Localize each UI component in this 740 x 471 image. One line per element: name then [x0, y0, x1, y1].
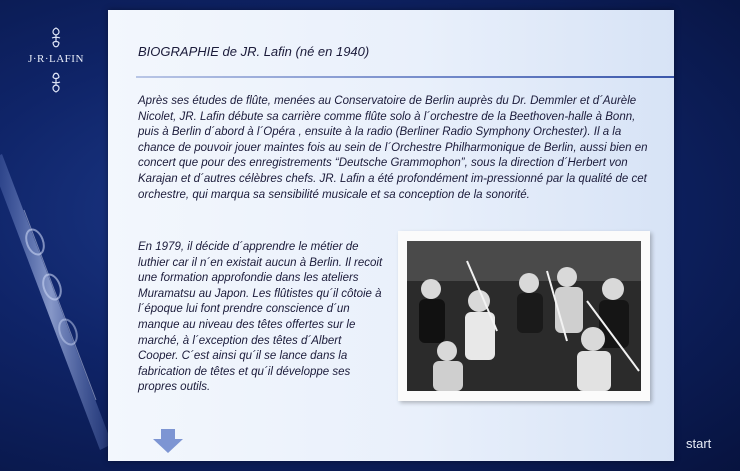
scroll-ornament-icon [44, 26, 68, 50]
flute-illustration [0, 150, 115, 460]
brand-logo [20, 26, 92, 96]
orchestra-photo-image [407, 241, 641, 391]
down-arrow-icon[interactable] [152, 428, 184, 454]
logo-text: J·R·LAFIN [28, 53, 84, 65]
page-title: BIOGRAPHIE de JR. Lafin (né en 1940) [138, 44, 370, 59]
scroll-ornament-icon [44, 70, 68, 94]
title-divider [136, 76, 674, 78]
biography-paragraph-1: Après ses études de flûte, menées au Conservatoire de Berlin auprès du Dr. Demmler et d´Aurèle Nicolet, JR. Lafin débute sa carrière comme flûte solo à l´orchestre de la Beethoven-halle à Bonn, puis à Berlin d´abord à l´Opéra , ensuite à la radio (Berliner Radio Symphony Orchester). Il a la chance de pouvoir jouer maintes fois au sein de l´Orchestre Philharmonique de Berlin, aussi bien en concert que pour des enregistrements “Deutsche Grammophon”, sous la direction d´Herbert von Karajan et d´autres célèbres chefs. JR. Lafin a été profondément im-pressionné par la qualité de cet orchestre, qui marqua sa sensibilité musicale et sa conception de la sonorité. [138, 95, 648, 201]
start-link[interactable]: start [686, 436, 712, 451]
biography-panel [108, 10, 674, 461]
biography-paragraph-2: En 1979, il décide d´apprendre le métier de luthier car il n´en existait aucun à Berlin. Il recoit une formation approfondie dans les ateliers Muramatsu au Japon. Les flûtistes qu´il côtoie à l´époque lui font prendre conscience d´un manque au niveau des têtes offertes sur le marché, à l´exception des têtes d´Albert Cooper. C´est ainsi qu´il se lance dans la fabrication de têtes et qu´il développe ses propres outils. [138, 241, 383, 394]
orchestra-photo [398, 231, 650, 401]
